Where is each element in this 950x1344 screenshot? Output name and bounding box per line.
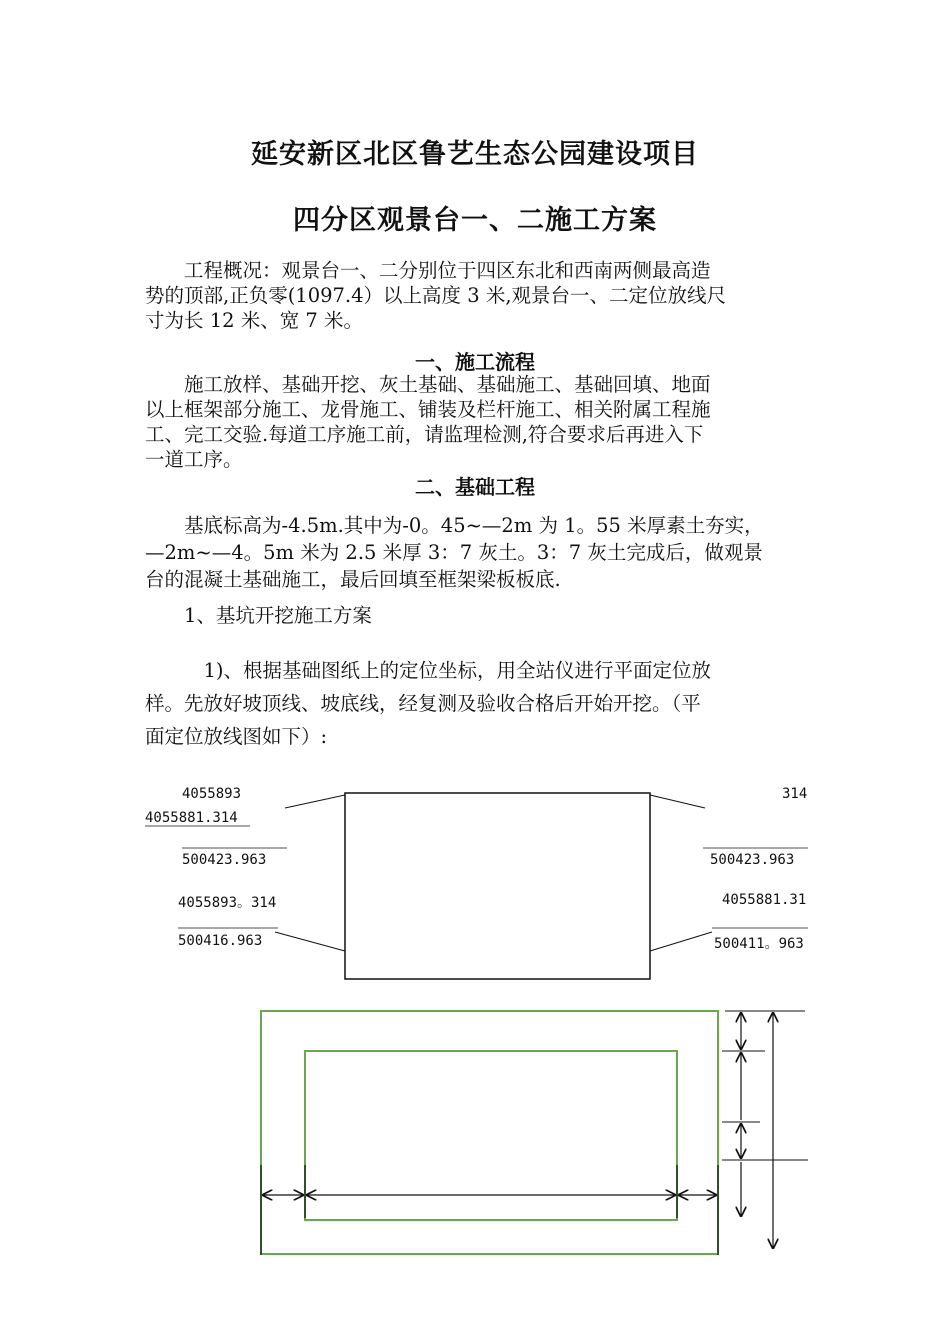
foundation-line: 台的混凝土基础施工，最后回填至框架梁板板底. bbox=[145, 568, 561, 591]
coord-bottom-right-easting: 500411。963 bbox=[714, 936, 804, 952]
coord-top-right-easting: 500423.963 bbox=[710, 852, 795, 868]
coord-top-left-easting: 500423.963 bbox=[182, 852, 267, 868]
process-line: 以上框架部分施工、龙骨施工、铺装及栏杆施工、相关附属工程施 bbox=[145, 398, 711, 421]
coord-bottom-left-easting: 500416.963 bbox=[178, 933, 263, 949]
leader-line-bottom-left bbox=[275, 932, 345, 951]
foundation-line: —2m~—4。5m 米为 2.5 米厚 3：7 灰土。3：7 灰土完成后，做观景 bbox=[145, 541, 763, 564]
page-subtitle: 四分区观景台一、二施工方案 bbox=[293, 205, 657, 236]
excavation-line: 面定位放线图如下）: bbox=[145, 725, 328, 748]
overview-line: 工程概况：观景台一、二分别位于四区东北和西南两侧最高造 bbox=[145, 259, 711, 282]
slope-top-line bbox=[261, 1011, 718, 1254]
excavation-line: 1)、根据基础图纸上的定位坐标，用全站仪进行平面定位放 bbox=[145, 659, 712, 682]
coord-top-left-northing: 4055893 bbox=[182, 786, 242, 802]
overview-line: 势的顶部,正负零(1097.4）以上高度 3 米,观景台一、二定位放线尺 bbox=[145, 284, 727, 307]
section-heading-foundation: 二、基础工程 bbox=[415, 475, 535, 499]
platform-outline bbox=[345, 793, 650, 979]
overview-line: 寸为长 12 米、宽 7 米。 bbox=[145, 309, 364, 332]
excavation-dimension-diagram bbox=[261, 1011, 808, 1255]
leader-line-top-left bbox=[285, 795, 345, 808]
section-heading-process: 一、施工流程 bbox=[415, 350, 535, 374]
coord-bottom-right-northing: 4055881.31 bbox=[722, 892, 807, 908]
foundation-line: 基底标高为-4.5m.其中为-0。45~—2m 为 1。55 米厚素土夯实， bbox=[145, 514, 764, 537]
subsection-heading-excavation: 1、基坑开挖施工方案 bbox=[145, 604, 372, 627]
page-title: 延安新区北区鲁艺生态公园建设项目 bbox=[251, 139, 699, 170]
coord-top-right-northing: 314 bbox=[782, 786, 808, 802]
leader-line-top-right bbox=[650, 795, 705, 808]
coord-bottom-left-northing: 4055893。314 bbox=[178, 895, 277, 911]
leader-line-bottom-right bbox=[650, 932, 712, 951]
coord-top-left-northing-2: 4055881.314 bbox=[145, 810, 238, 826]
process-line: 施工放样、基础开挖、灰土基础、基础施工、基础回填、地面 bbox=[145, 373, 711, 396]
process-line: 工、完工交验.每道工序施工前，请监理检测,符合要求后再进入下 bbox=[145, 423, 704, 446]
excavation-line: 样。先放好坡顶线、坡底线，经复测及验收合格后开始开挖。（平 bbox=[145, 692, 701, 715]
plan-layout-diagram bbox=[145, 793, 808, 979]
process-line: 一道工序。 bbox=[145, 448, 243, 471]
